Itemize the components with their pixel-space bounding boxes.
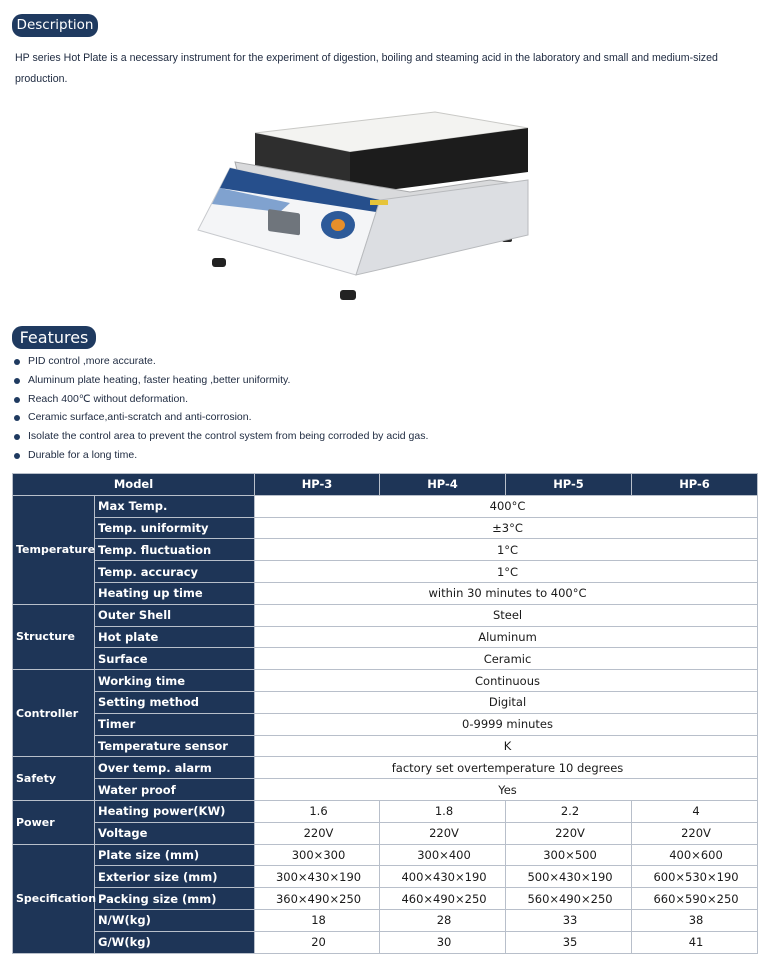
param-label: Temperature sensor — [95, 735, 255, 757]
group-label: Controller — [13, 670, 95, 757]
features-list — [14, 352, 428, 465]
value-cell: 220V — [506, 822, 632, 844]
value-cell: 300×500 — [506, 844, 632, 866]
table-row — [13, 931, 758, 953]
feature-item: Durable for a long time. — [14, 446, 428, 465]
header-hp-6: HP-6 — [632, 474, 758, 496]
param-label: Water proof — [95, 779, 255, 801]
description-heading: Description — [12, 14, 98, 37]
value-cell: 560×490×250 — [506, 888, 632, 910]
param-label: Surface — [95, 648, 255, 670]
value-cell: Ceramic — [255, 648, 758, 670]
value-cell: factory set overtemperature 10 degrees — [255, 757, 758, 779]
table-row — [13, 866, 758, 888]
value-cell: 28 — [380, 909, 506, 931]
feature-item: Isolate the control area to prevent the control system from being corroded by acid gas. — [14, 427, 428, 446]
value-cell: 0-9999 minutes — [255, 713, 758, 735]
table-header-row — [13, 474, 758, 496]
feature-item: Ceramic surface,anti-scratch and anti-corrosion. — [14, 408, 428, 427]
value-cell: 38 — [632, 909, 758, 931]
value-cell: 500×430×190 — [506, 866, 632, 888]
value-cell: 400×600 — [632, 844, 758, 866]
param-label: Timer — [95, 713, 255, 735]
value-cell: 30 — [380, 931, 506, 953]
table-row — [13, 670, 758, 692]
param-label: Temp. accuracy — [95, 561, 255, 583]
value-cell: 220V — [632, 822, 758, 844]
table-row — [13, 757, 758, 779]
table-row — [13, 626, 758, 648]
value-cell: 20 — [255, 931, 380, 953]
value-cell: 4 — [632, 800, 758, 822]
value-cell: 1°C — [255, 539, 758, 561]
features-heading: Features — [12, 326, 96, 349]
spec-table-body — [13, 495, 758, 953]
feature-item: Reach 400℃ without deformation. — [14, 390, 428, 409]
value-cell: 300×430×190 — [255, 866, 380, 888]
spec-table — [12, 473, 758, 954]
table-row — [13, 844, 758, 866]
table-row — [13, 713, 758, 735]
value-cell: 33 — [506, 909, 632, 931]
group-label: Power — [13, 800, 95, 844]
value-cell: 2.2 — [506, 800, 632, 822]
param-label: Heating up time — [95, 582, 255, 604]
param-label: Packing size (mm) — [95, 888, 255, 910]
hot-plate-product-image — [190, 100, 535, 310]
table-row — [13, 909, 758, 931]
table-row — [13, 495, 758, 517]
param-label: N/W(kg) — [95, 909, 255, 931]
param-label: Outer Shell — [95, 604, 255, 626]
group-label: Specification — [13, 844, 95, 953]
feature-item: PID control ,more accurate. — [14, 352, 428, 371]
param-label: Hot plate — [95, 626, 255, 648]
table-row — [13, 561, 758, 583]
value-cell: Digital — [255, 691, 758, 713]
header-hp-3: HP-3 — [255, 474, 380, 496]
value-cell: K — [255, 735, 758, 757]
value-cell: 1.6 — [255, 800, 380, 822]
table-row — [13, 604, 758, 626]
value-cell: 400°C — [255, 495, 758, 517]
feature-item: Aluminum plate heating, faster heating ,better uniformity. — [14, 371, 428, 390]
param-label: Setting method — [95, 691, 255, 713]
table-row — [13, 800, 758, 822]
param-label: Max Temp. — [95, 495, 255, 517]
table-row — [13, 888, 758, 910]
value-cell: 600×530×190 — [632, 866, 758, 888]
value-cell: 220V — [380, 822, 506, 844]
group-label: Structure — [13, 604, 95, 669]
table-row — [13, 648, 758, 670]
table-row — [13, 582, 758, 604]
group-label: Temperature — [13, 495, 95, 604]
value-cell: 1.8 — [380, 800, 506, 822]
value-cell: within 30 minutes to 400°C — [255, 582, 758, 604]
value-cell: Yes — [255, 779, 758, 801]
value-cell: 1°C — [255, 561, 758, 583]
value-cell: 41 — [632, 931, 758, 953]
param-label: Working time — [95, 670, 255, 692]
table-row — [13, 517, 758, 539]
header-model: Model — [13, 474, 255, 496]
value-cell: 460×490×250 — [380, 888, 506, 910]
param-label: Voltage — [95, 822, 255, 844]
table-row — [13, 539, 758, 561]
value-cell: Aluminum — [255, 626, 758, 648]
value-cell: 360×490×250 — [255, 888, 380, 910]
value-cell: Steel — [255, 604, 758, 626]
table-row — [13, 822, 758, 844]
value-cell: Continuous — [255, 670, 758, 692]
value-cell: ±3°C — [255, 517, 758, 539]
table-row — [13, 779, 758, 801]
value-cell: 300×300 — [255, 844, 380, 866]
value-cell: 220V — [255, 822, 380, 844]
value-cell: 400×430×190 — [380, 866, 506, 888]
param-label: Exterior size (mm) — [95, 866, 255, 888]
table-row — [13, 735, 758, 757]
param-label: Temp. fluctuation — [95, 539, 255, 561]
value-cell: 300×400 — [380, 844, 506, 866]
value-cell: 660×590×250 — [632, 888, 758, 910]
param-label: Over temp. alarm — [95, 757, 255, 779]
param-label: Plate size (mm) — [95, 844, 255, 866]
param-label: G/W(kg) — [95, 931, 255, 953]
value-cell: 18 — [255, 909, 380, 931]
header-hp-4: HP-4 — [380, 474, 506, 496]
group-label: Safety — [13, 757, 95, 801]
description-text: HP series Hot Plate is a necessary instrument for the experiment of digestion, boiling and steaming acid in the laboratory and small and medium-sized production. — [15, 52, 718, 85]
param-label: Heating power(KW) — [95, 800, 255, 822]
value-cell: 35 — [506, 931, 632, 953]
header-hp-5: HP-5 — [506, 474, 632, 496]
table-row — [13, 691, 758, 713]
param-label: Temp. uniformity — [95, 517, 255, 539]
